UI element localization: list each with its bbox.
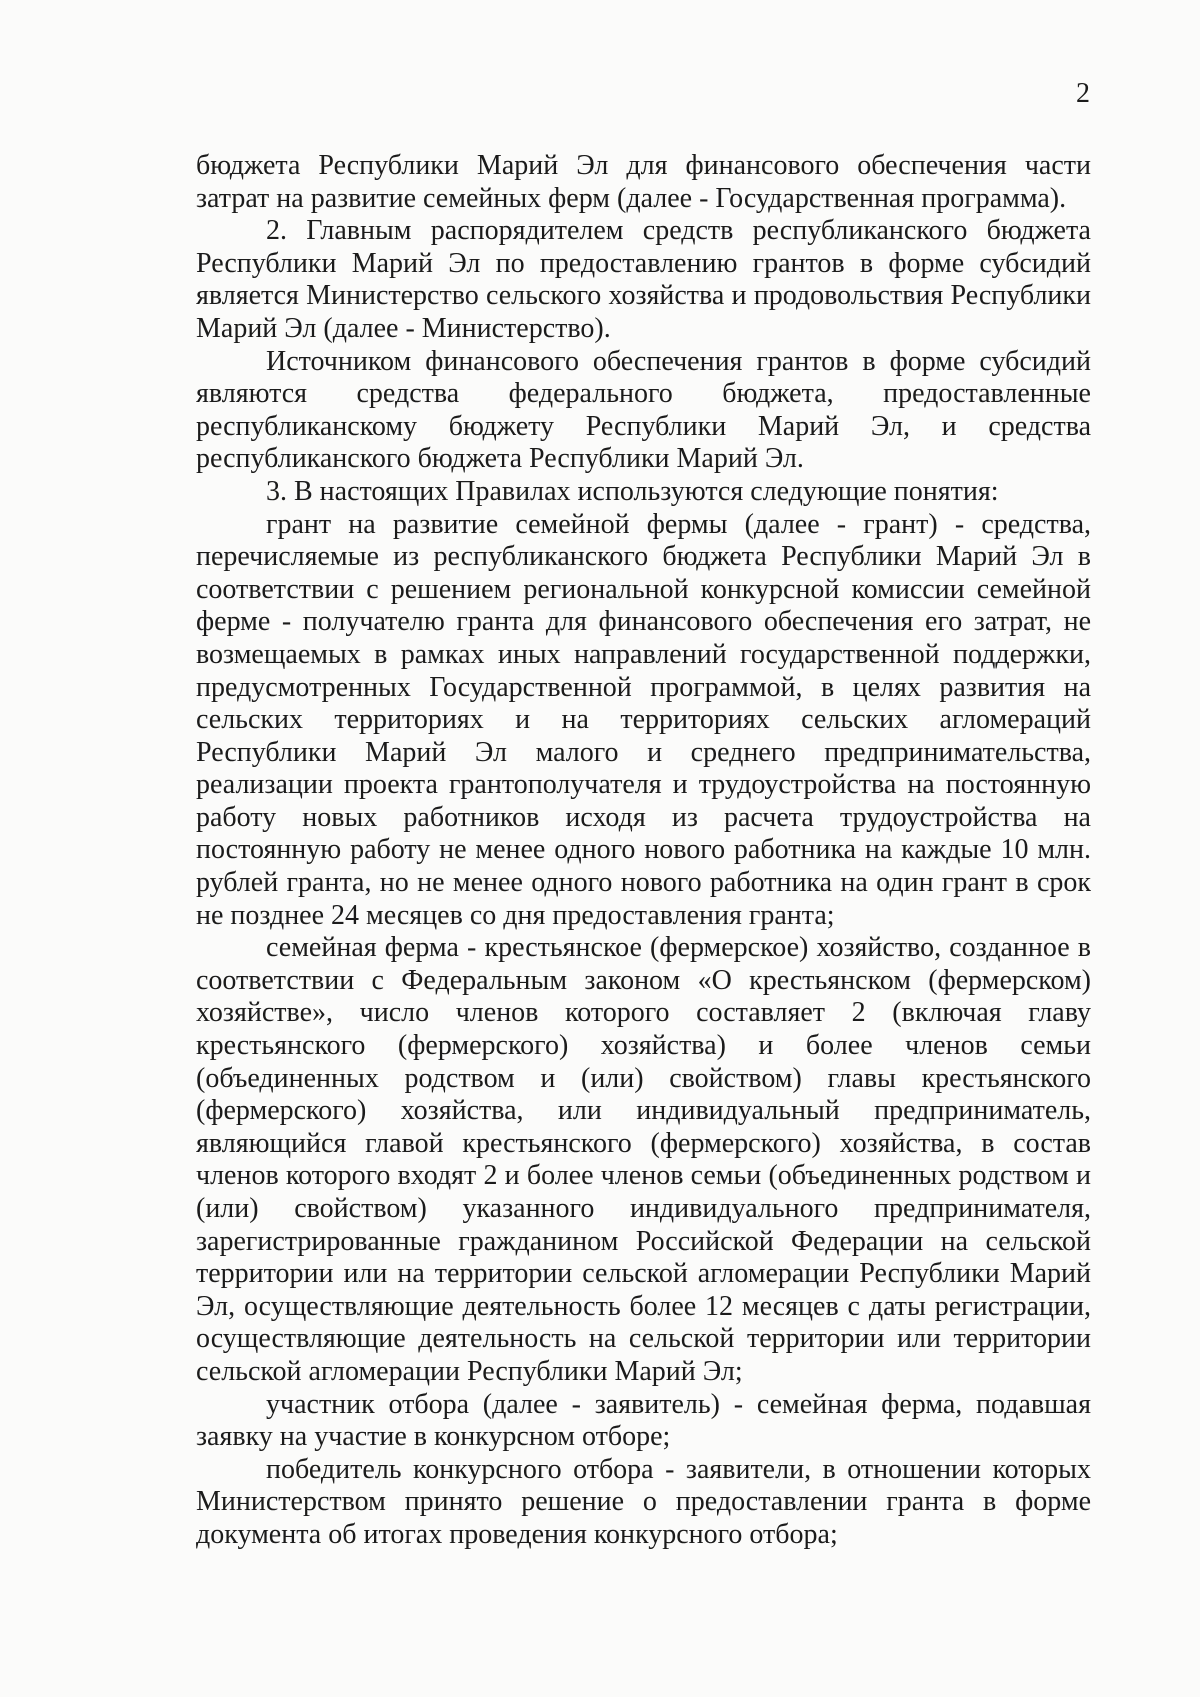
document-body [196,150,1091,1552]
paragraph-item-3: 3. В настоящих Правилах используются следующие понятия: [266,475,999,507]
paragraph-definition-applicant: участник отбора (далее - заявитель) - семейная ферма, подавшая заявку на участие в конкурсном отборе; [196,1388,1091,1453]
paragraph-definition-family-farm: семейная ферма - крестьянское (фермерское) хозяйство, созданное в соответствии с Федеральным законом «О крестьянском (фермерском) хозяйстве», число членов которого составляет 2 (включая главу крестьянского (фермерского) хозяйства) и более членов семьи (объединенных родством и (или) свойством) главы крестьянского (фермерского) хозяйства, или индивидуальный предприниматель, являющийся главой крестьянского (фермерского) хозяйства, в состав членов которого входят 2 и более членов семьи (объединенных родством и (или) свойством) указанного индивидуального предпринимателя, зарегистрированные гражданином Российской Федерации на сельской территории или на территории сельской агломерации Республики Марий Эл, осуществляющие деятельность более 12 месяцев с даты регистрации, осуществляющие деятельность на сельской территории или территории сельской агломерации Республики Марий Эл; [196,932,1091,1387]
page-number: 2 [1076,78,1090,109]
paragraph-definition-grant: грант на развитие семейной фермы (далее - грант) - средства, перечисляемые из республиканского бюджета Республики Марий Эл в соответствии с решением региональной конкурсной комиссии семейной ферме - получателю гранта для финансового обеспечения его затрат, не возмещаемых в рамках иных направлений государственной поддержки, предусмотренных Государственной программой, в целях развития на сельских территориях и на территориях сельских агломераций Республики Марий Эл малого и среднего предпринимательства, реализации проекта грантополучателя и трудоустройства на постоянную работу новых работников исходя из расчета трудоустройства на постоянную работу не менее одного нового работника на каждые 10 млн. рублей гранта, но не менее одного нового работника на один грант в срок не позднее 24 месяцев со дня предоставления гранта; [196,508,1091,931]
paragraph-funding-source: Источником финансового обеспечения грантов в форме субсидий являются средства федерального бюджета, предоставленные республиканскому бюджету Республики Марий Эл, и средства республиканского бюджета Республики Марий Эл. [196,345,1091,475]
paragraph-definition-winner: победитель конкурсного отбора - заявители, в отношении которых Министерством принято решение о предоставлении гранта в форме документа об итогах проведения конкурсного отбора; [196,1453,1091,1550]
paragraph-item-2: 2. Главным распорядителем средств республиканского бюджета Республики Марий Эл по предоставлению грантов в форме субсидий является Министерство сельского хозяйства и продовольствия Республики Марий Эл (далее - Министерство). [196,215,1091,344]
paragraph-continuation: бюджета Республики Марий Эл для финансового обеспечения части затрат на развитие семейных ферм (далее - Государственная программа). [196,150,1091,214]
